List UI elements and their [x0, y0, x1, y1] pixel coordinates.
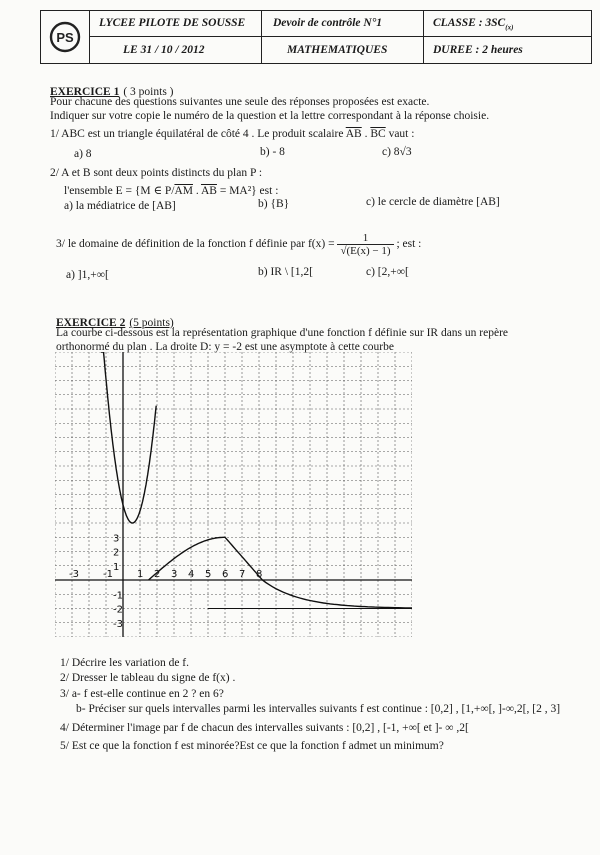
ex2-q5: 5/ Est ce que la fonction f est minorée?Est ce que la fonction f admet un minimum? [60, 740, 444, 752]
school-name: LYCEE PILOTE DE SOUSSE [99, 17, 246, 29]
x-tick-label: 4 [188, 569, 195, 580]
ex1-q3-a: a) ]1,+∞[ [66, 269, 109, 281]
y-tick-label: -3 [113, 618, 123, 630]
ex1-q3: 3/ le domaine de définition de la fonction f définie par f(x) = $\frac{1}{√(E(x) - 1)}$ ; est : [56, 232, 422, 257]
header-table [40, 10, 592, 64]
x-tick-label: -1 [103, 569, 113, 580]
ex1-intro-2: Indiquer sur votre copie le numéro de la question et la lettre correspondant à la réponse choisie. [50, 110, 490, 122]
ex1-intro-1: Pour chacune des questions suivantes une seule des réponses proposées est exacte. [50, 96, 430, 108]
school-logo-icon [41, 11, 89, 63]
y-tick-label: -1 [113, 590, 123, 602]
ex1-q2-c: c) le cercle de diamètre [AB] [366, 196, 500, 208]
ex1-title: EXERCICE 1 [50, 86, 120, 98]
ex1-points: ( 3 points ) [123, 86, 174, 98]
doc-type: Devoir de contrôle N°1 [273, 17, 383, 29]
ex1-q1-b: b) - 8 [260, 146, 285, 158]
svg-text:PS: PS [56, 30, 74, 45]
x-tick-label: 8 [256, 569, 263, 580]
ex2-q2: 2/ Dresser le tableau du signe de f(x) . [60, 672, 236, 684]
ex2-intro-1: La courbe ci-dessous est la représentation graphique d'une fonction f définie sur IR dans un repère [56, 327, 509, 339]
graph-grid [55, 352, 412, 637]
ex1-q2-b: b) {B} [258, 198, 290, 210]
ex1-q2-a: a) la médiatrice de [AB] [64, 200, 176, 212]
ex1-q2-set: l'ensemble E = {M ∈ $P/\overline{AM}$ . $\overline{AB} = MA^2$} est : [64, 185, 279, 197]
x-tick-label: 1 [137, 569, 144, 580]
duration: DUREE : 2 heures [433, 44, 523, 56]
x-tick-label: 7 [239, 569, 246, 580]
ex2-intro-2: orthonormé du plan . La droite D: y = -2 est une asymptote à cette courbe [56, 341, 394, 353]
exam-date: LE 31 / 10 / 2012 [123, 44, 205, 56]
ex2-q1: 1/ Décrire les variation de f. [60, 657, 189, 669]
ex2-q3b: b- Préciser sur quels intervalles parmi les intervalles suivants f est continue : [0,2] , [1,+∞[, ]-∞,2[, [2 , 3] [76, 703, 561, 715]
logo-cell [41, 11, 90, 63]
ex1-q1-a: a) 8 [74, 148, 92, 160]
y-tick-label: -2 [113, 604, 123, 616]
header-divider [89, 36, 591, 37]
y-tick-label: 2 [113, 547, 120, 559]
ex2-points: (5 points) [129, 317, 174, 329]
subject: MATHEMATIQUES [287, 44, 388, 56]
ex1-q1-c: c) 8√3 [382, 146, 412, 158]
ex1-q2-line1: 2/ A et B sont deux points distincts du plan P : [50, 167, 263, 179]
function-graph [55, 352, 412, 637]
ex1-q3-b: b) IR \ [1,2[ [258, 266, 313, 278]
ex2-q3a: 3/ a- f est-elle continue en 2 ? en 6? [60, 688, 224, 700]
ex1-q1: 1/ ABC est un triangle équilatéral de côté 4 . Le produit scalaire $\overline{AB}$ . $\overline{BC}$ vaut : [50, 128, 415, 140]
x-tick-label: 5 [205, 569, 212, 580]
ex2-title: EXERCICE 2 [56, 317, 126, 329]
x-tick-label: 3 [171, 569, 178, 580]
y-tick-label: 1 [113, 561, 120, 573]
x-tick-label: 2 [154, 569, 161, 580]
y-tick-label: 3 [113, 533, 120, 545]
x-tick-label: -3 [69, 569, 79, 580]
ex2-q4: 4/ Déterminer l'image par f de chacun des intervalles suivants : [0,2] , [-1, +∞[ et ]- ∞ ,2[ [60, 722, 469, 734]
x-tick-label: 6 [222, 569, 229, 580]
class-label: CLASSE : $3SC_{(x)}$ [433, 17, 514, 32]
ex1-q3-c: c) [2,+∞[ [366, 266, 409, 278]
